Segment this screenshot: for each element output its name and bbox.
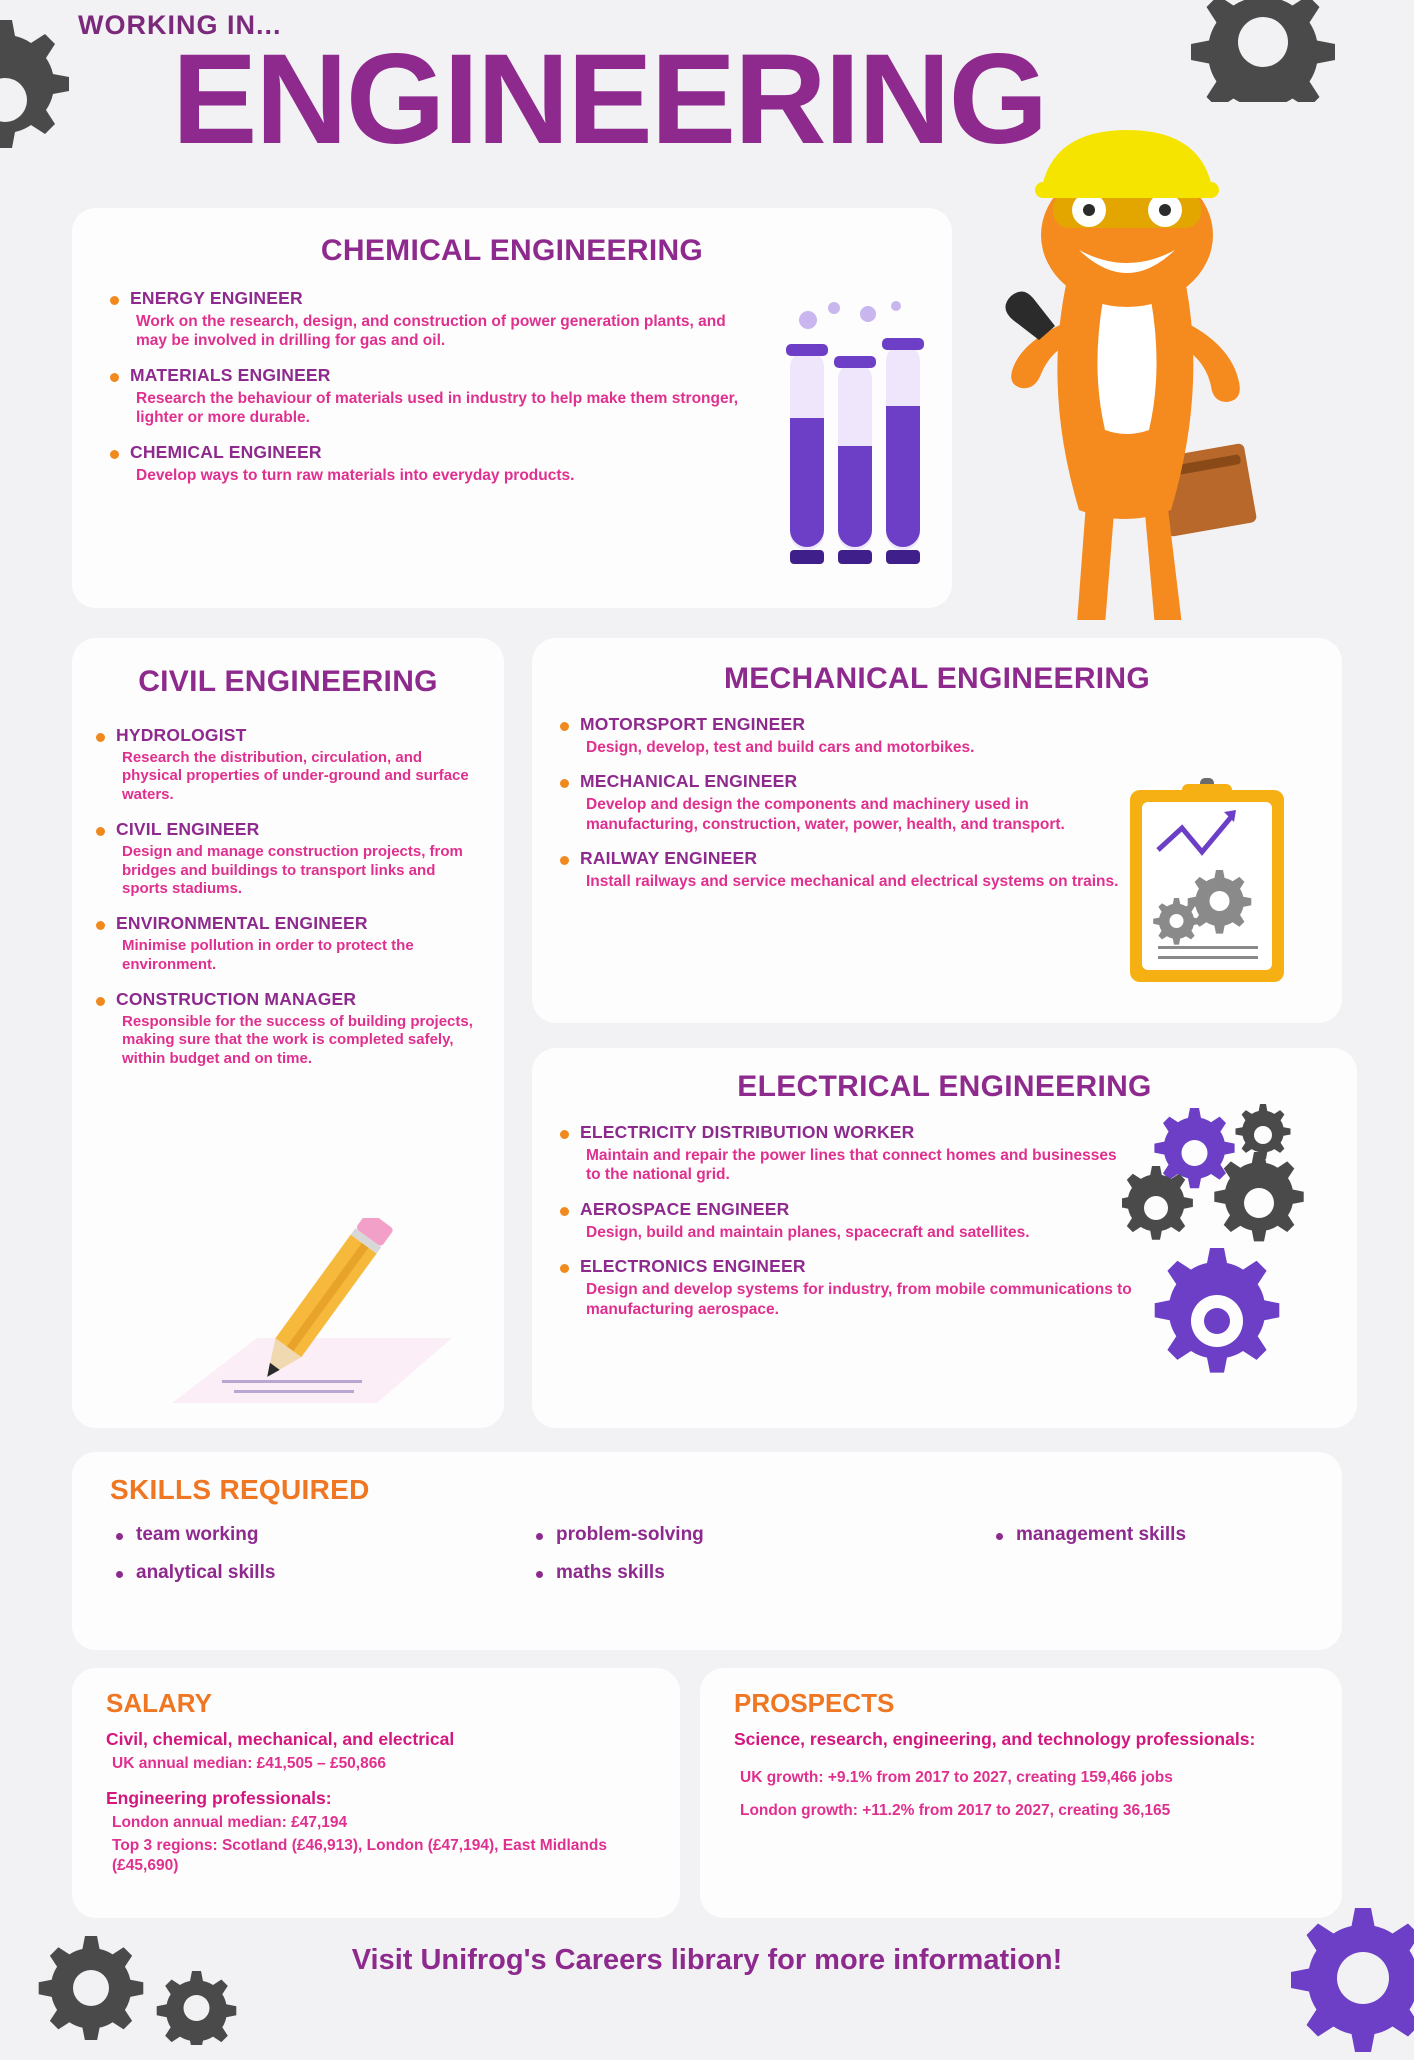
job-description: Responsible for the success of building projects, making sure that the work is completed safely, within budget and on time.: [122, 1012, 473, 1068]
bullet-dot-icon: [560, 1130, 569, 1139]
job-item: [554, 848, 1132, 891]
bullet-dot-icon: [536, 1533, 543, 1540]
gear-icon-bottom-right: [1270, 1900, 1414, 2060]
test-tubes-icon: [772, 298, 952, 588]
bullet-dot-icon: [116, 1533, 123, 1540]
section-card-electrical: [532, 1048, 1357, 1428]
job-title: MECHANICAL ENGINEER: [580, 771, 798, 792]
gear-cluster-icon: [1122, 1098, 1342, 1398]
skills-list: [72, 1506, 1342, 1584]
gear-icon-bottom-left-small: [150, 1965, 240, 2045]
bullet-dot-icon: [116, 1571, 123, 1578]
eyebrow-text: WORKING IN...: [78, 10, 282, 40]
bullet-dot-icon: [560, 1264, 569, 1273]
job-item: [90, 819, 482, 899]
salary-block-head: Civil, chemical, mechanical, and electrical: [106, 1729, 455, 1749]
bullet-dot-icon: [560, 856, 569, 865]
bullet-dot-icon: [110, 296, 119, 305]
salary-block-line: UK annual median: £41,505 – £50,866: [112, 1754, 386, 1772]
job-item: [554, 714, 1132, 757]
footer-call-to-action[interactable]: Visit Unifrog's Careers library for more information!: [351, 1944, 1063, 1976]
job-title: ELECTRONICS ENGINEER: [580, 1256, 806, 1277]
bullet-dot-icon: [560, 1207, 569, 1216]
prospects-block-line: London growth: +11.2% from 2017 to 2027, creating 36,165: [740, 1802, 1171, 1820]
section-card-civil: [72, 638, 504, 1428]
section-title-mechanical: MECHANICAL ENGINEERING: [723, 662, 1151, 695]
job-description: Design and develop systems for industry, from mobile communications to manufacturing aerospace.: [586, 1281, 1132, 1318]
skill-item: [116, 1524, 536, 1546]
skill-label: team working: [136, 1524, 259, 1545]
skill-item: [996, 1524, 1342, 1546]
bullet-dot-icon: [560, 722, 569, 731]
section-card-chemical: [72, 208, 952, 608]
section-title-electrical: ELECTRICAL ENGINEERING: [737, 1070, 1152, 1103]
job-title: CONSTRUCTION MANAGER: [116, 988, 357, 1009]
job-item: [554, 1256, 1132, 1319]
job-item: [554, 1122, 1132, 1185]
skill-label: analytical skills: [136, 1562, 276, 1583]
job-list-mechanical: [532, 696, 1132, 892]
section-title-chemical: CHEMICAL ENGINEERING: [320, 234, 704, 267]
job-description: Install railways and service mechanical and electrical systems on trains.: [586, 873, 1119, 891]
job-description: Research the behaviour of materials used in industry to help make them stronger, lighter or more durable.: [136, 389, 739, 427]
job-description: Minimise pollution in order to protect the environment.: [122, 937, 414, 973]
section-title-civil: CIVIL ENGINEERING: [138, 665, 438, 698]
salary-title: SALARY: [106, 1688, 212, 1718]
salary-block-line: London annual median: £47,194: [112, 1813, 348, 1831]
job-title: MATERIALS ENGINEER: [130, 364, 331, 385]
engineer-mascot-illustration: [975, 130, 1275, 620]
skill-item: [536, 1524, 996, 1546]
job-title: CHEMICAL ENGINEER: [130, 441, 322, 462]
bullet-dot-icon: [560, 779, 569, 788]
page-title: ENGINEERING: [172, 28, 1047, 171]
job-description: Develop and design the components and machinery used in manufacturing, construction, water, power, health, and transport.: [586, 796, 1065, 833]
job-title: HYDROLOGIST: [116, 724, 247, 745]
bullet-dot-icon: [110, 450, 119, 459]
job-item: [90, 913, 482, 975]
job-item: [554, 771, 1132, 834]
job-title: ENERGY ENGINEER: [130, 288, 303, 308]
bullet-dot-icon: [96, 733, 105, 742]
salary-body: [72, 1719, 680, 1876]
job-title: AEROSPACE ENGINEER: [580, 1198, 790, 1219]
job-title: ENVIRONMENTAL ENGINEER: [116, 913, 368, 934]
bullet-dot-icon: [96, 921, 105, 930]
job-description: Maintain and repair the power lines that connect homes and businesses to the national grid.: [586, 1147, 1117, 1184]
job-title: RAILWAY ENGINEER: [580, 848, 758, 869]
bullet-dot-icon: [536, 1571, 543, 1578]
salary-block-head: Engineering professionals:: [106, 1788, 332, 1809]
job-item: [90, 725, 482, 805]
job-list-electrical: [532, 1104, 1132, 1319]
job-description: Design, develop, test and build cars and motorbikes.: [586, 739, 975, 756]
skills-card: [72, 1452, 1342, 1650]
bullet-dot-icon: [96, 827, 105, 836]
job-description: Work on the research, design, and construction of power generation plants, and may be involved in drilling for gas and oil.: [136, 313, 726, 350]
skill-item: [536, 1562, 996, 1584]
prospects-body: [700, 1719, 1342, 1821]
pencil-drawing-icon: [162, 1218, 462, 1418]
skill-item: [116, 1562, 536, 1584]
gear-icon-top-right: [1170, 0, 1360, 102]
job-list-civil: [72, 701, 504, 1069]
skills-title: SKILLS REQUIRED: [110, 1474, 370, 1505]
skill-label: maths skills: [556, 1562, 665, 1583]
prospects-block-line: UK growth: +9.1% from 2017 to 2027, creating 159,466 jobs: [740, 1768, 1173, 1786]
job-description: Design, build and maintain planes, spacecraft and satellites.: [586, 1223, 1030, 1241]
clipboard-gears-icon: [1112, 778, 1302, 998]
job-item: [104, 365, 742, 428]
salary-block-line: Top 3 regions: Scotland (£46,913), London (£47,194), East Midlands (£45,690): [112, 1837, 607, 1875]
job-item: [104, 442, 742, 485]
bullet-dot-icon: [110, 373, 119, 382]
job-item: [90, 989, 482, 1069]
job-description: Design and manage construction projects, from bridges and buildings to transport links and sports stadiums.: [122, 842, 463, 898]
job-title: CIVIL ENGINEER: [116, 818, 260, 839]
prospects-card: [700, 1668, 1342, 1918]
section-card-mechanical: [532, 638, 1342, 1023]
job-title: ELECTRICITY DISTRIBUTION WORKER: [580, 1122, 915, 1142]
job-title: MOTORSPORT ENGINEER: [580, 714, 806, 734]
bullet-dot-icon: [96, 997, 105, 1006]
salary-card: [72, 1668, 680, 1918]
job-description: Research the distribution, circulation, and physical properties of under-ground and surface waters.: [122, 748, 469, 804]
prospects-title: PROSPECTS: [734, 1688, 895, 1718]
skill-label: management skills: [1016, 1524, 1187, 1545]
job-item: [554, 1199, 1132, 1242]
prospects-block-head: Science, research, engineering, and technology professionals:: [734, 1729, 1256, 1749]
skill-label: problem-solving: [556, 1524, 704, 1545]
job-list-chemical: [72, 268, 772, 485]
job-description: Develop ways to turn raw materials into everyday products.: [136, 466, 575, 484]
bullet-dot-icon: [996, 1533, 1003, 1540]
gear-icon-top-left: [0, 10, 88, 200]
job-item: [104, 288, 742, 351]
